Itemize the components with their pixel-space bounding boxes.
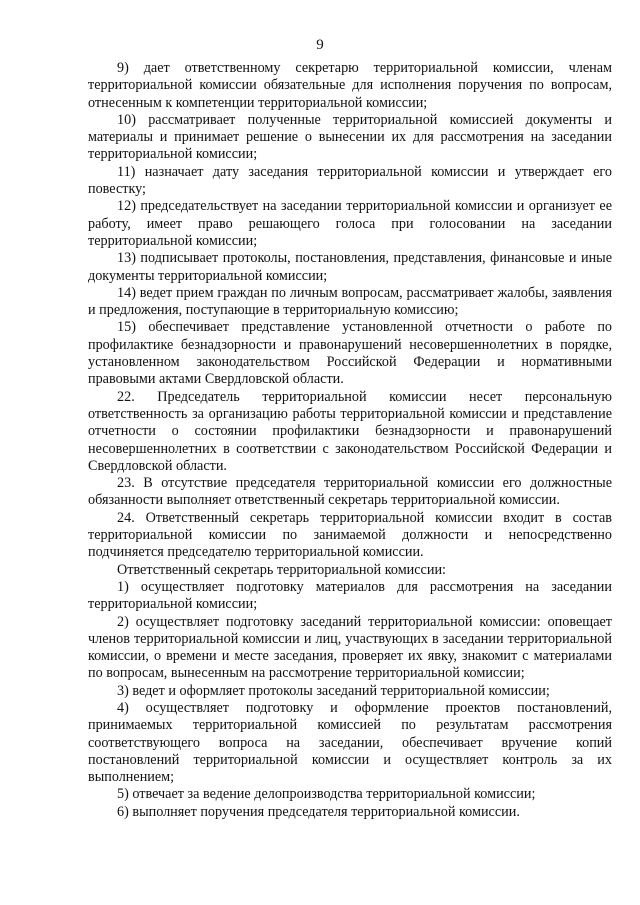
paragraph-secretary-item-3: 3) ведет и оформляет протоколы заседаний территориальной комиссии; [117, 682, 550, 699]
paragraph-item-13: 13) подписывает протоколы, постановления, представления, финансовые и иные документы территориальной комиссии; [88, 250, 612, 284]
paragraph-secretary-item-4: 4) осуществляет подготовку и оформление проектов постановлений, принимаемых территориальной комиссией по результатам рассмотрения соответствующего вопроса на заседании, обеспечивает вручение копий постановлений территориальной комиссии и осуществляет контроль за их выполнением; [88, 699, 612, 786]
paragraph-secretary-item-1: 1) осуществляет подготовку материалов для рассмотрения на заседании территориальной комиссии; [88, 578, 612, 613]
paragraph-item-14: 14) ведет прием граждан по личным вопросам, рассматривает жалобы, заявления и предложения, поступающие в территориальную комиссию; [88, 284, 612, 319]
paragraph-item-15: 15) обеспечивает представление установленной отчетности о работе по профилактике безнадзорности и правонарушений несовершеннолетних в порядке, установленном законодательством Российской Федерации и нормативными правовыми актами Свердловской области. [88, 319, 612, 388]
paragraph-secretary-intro: Ответственный секретарь территориальной комиссии: [117, 561, 446, 578]
page-number: 9 [316, 37, 324, 53]
paragraph-section-22: 22. Председатель территориальной комиссии несет персональную ответственность за организацию работы территориальной комиссии и представление отчетности о состоянии профилактики безнадзорности и правонарушений несовершеннолетних в соответствии с законодательством Российской Федерации и Свердловской области. [88, 388, 612, 474]
paragraph-item-9: 9) дает ответственному секретарю территориальной комиссии, членам территориальной комиссии обязательные для исполнения поручения по вопросам, отнесенным к компетенции территориальной комиссии; [88, 60, 612, 111]
paragraph-section-24: 24. Ответственный секретарь территориальной комиссии входит в состав территориальной комиссии по занимаемой должности и непосредственно подчиняется председателю территориальной комиссии. [88, 509, 612, 561]
paragraph-secretary-item-2: 2) осуществляет подготовку заседаний территориальной комиссии: оповещает членов территориальной комиссии и лиц, участвующих в заседании территориальной комиссии, о времени и месте заседания, проверяет их явку, знакомит с материалами по вопросам, вынесенным на рассмотрение территориальной комиссии; [88, 613, 612, 682]
paragraph-secretary-item-5: 5) отвечает за ведение делопроизводства территориальной комиссии; [117, 786, 536, 803]
paragraph-secretary-item-6: 6) выполняет поручения председателя территориальной комиссии. [117, 803, 520, 820]
paragraph-item-12: 12) председательствует на заседании территориальной комиссии и организует ее работу, имеет право решающего голоса при голосовании на заседании территориальной комиссии; [88, 198, 612, 249]
paragraph-item-10: 10) рассматривает полученные территориальной комиссией документы и материалы и принимает решение о вынесении их для рассмотрения на заседании территориальной комиссии; [88, 111, 612, 163]
paragraph-section-23: 23. В отсутствие председателя территориальной комиссии его должностные обязанности выполняет ответственный секретарь территориальной комиссии. [88, 475, 612, 509]
paragraph-item-11: 11) назначает дату заседания территориальной комиссии и утверждает его повестку; [88, 163, 612, 198]
document-body [88, 60, 612, 821]
